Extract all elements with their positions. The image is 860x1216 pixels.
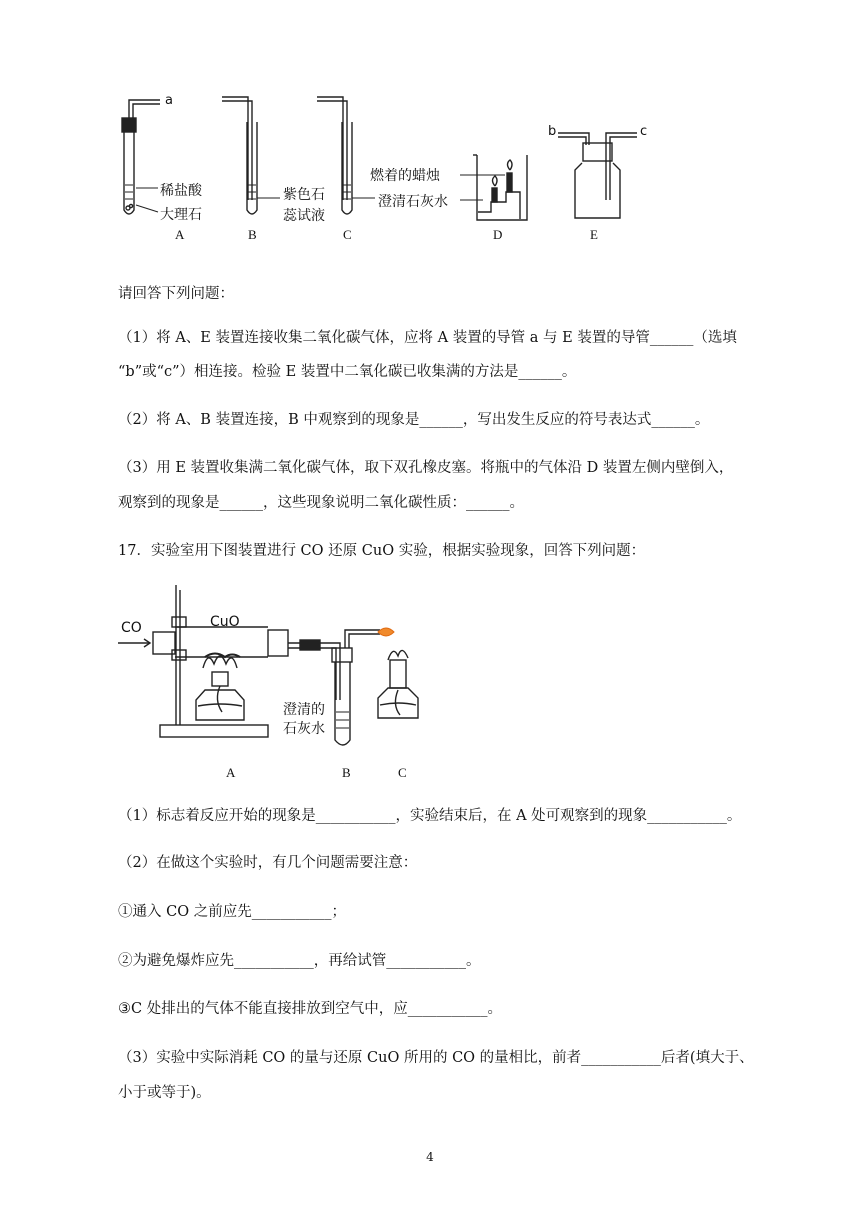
tube-c-label: c	[640, 124, 648, 139]
caption-a: A	[226, 765, 236, 780]
cuo-label: CuO	[210, 614, 240, 630]
co-inlet-label: CO	[121, 620, 142, 636]
caption-c: C	[398, 765, 407, 780]
q17-step2: ②为避免爆炸应先___________，再给试管___________。	[118, 953, 481, 969]
marble-label: 大理石	[160, 207, 202, 223]
limewater-label-1: 澄清的	[283, 702, 325, 718]
page-number: 4	[426, 1150, 434, 1164]
candle-label: 燃着的蜡烛	[370, 168, 440, 184]
q17-step3: ③C 处排出的气体不能直接排放到空气中，应___________。	[118, 1001, 502, 1017]
q16-intro: 请回答下列问题：	[118, 286, 234, 302]
q17-title: 17．实验室用下图装置进行 CO 还原 CuO 实验，根据实验现象，回答下列问题：	[118, 543, 646, 559]
q17-step1: ①通入 CO 之前应先___________；	[118, 904, 346, 920]
q16-part1-line2: “b”或“c”）相连接。检验 E 装置中二氧化碳已收集满的方法是______。	[118, 364, 577, 380]
q16-part3-line1: （3）用 E 装置收集满二氧化碳气体，取下双孔橡皮塞。将瓶中的气体沿 D 装置左侧内壁倒入，	[118, 460, 734, 476]
caption-e: E	[590, 227, 598, 242]
acid-label: 稀盐酸	[160, 183, 202, 199]
q17-part2: （2）在做这个实验时，有几个问题需要注意：	[118, 855, 418, 871]
caption-b: B	[342, 765, 351, 780]
caption-c: C	[343, 227, 352, 242]
caption-d: D	[493, 227, 503, 242]
q17-part3-line2: 小于或等于)。	[118, 1085, 211, 1101]
q16-part2: （2）将 A、B 装置连接，B 中观察到的现象是______，写出发生反应的符号表达式______。	[118, 412, 710, 428]
caption-a: A	[175, 227, 185, 242]
q17-part1: （1）标志着反应开始的现象是___________，实验结束后，在 A 处可观察到的现象___________。	[118, 808, 742, 824]
q17-part3-line1: （3）实验中实际消耗 CO 的量与还原 CuO 所用的 CO 的量相比，前者___________后者(填大于、	[118, 1050, 754, 1066]
tube-b-label: b	[548, 124, 557, 139]
caption-b: B	[248, 227, 257, 242]
q16-part1-line1: （1）将 A、E 装置连接收集二氧化碳气体，应将 A 装置的导管 a 与 E 装置的导管______（选填	[118, 330, 737, 346]
litmus-label-1: 紫色石	[283, 187, 325, 203]
limewater-label: 澄清石灰水	[378, 194, 448, 210]
limewater-label-2: 石灰水	[283, 721, 325, 737]
litmus-label-2: 蕊试液	[283, 208, 325, 224]
q16-part3-line2: 观察到的现象是______，这些现象说明二氧化碳性质：______。	[118, 495, 524, 511]
tube-a-label: a	[165, 93, 173, 108]
